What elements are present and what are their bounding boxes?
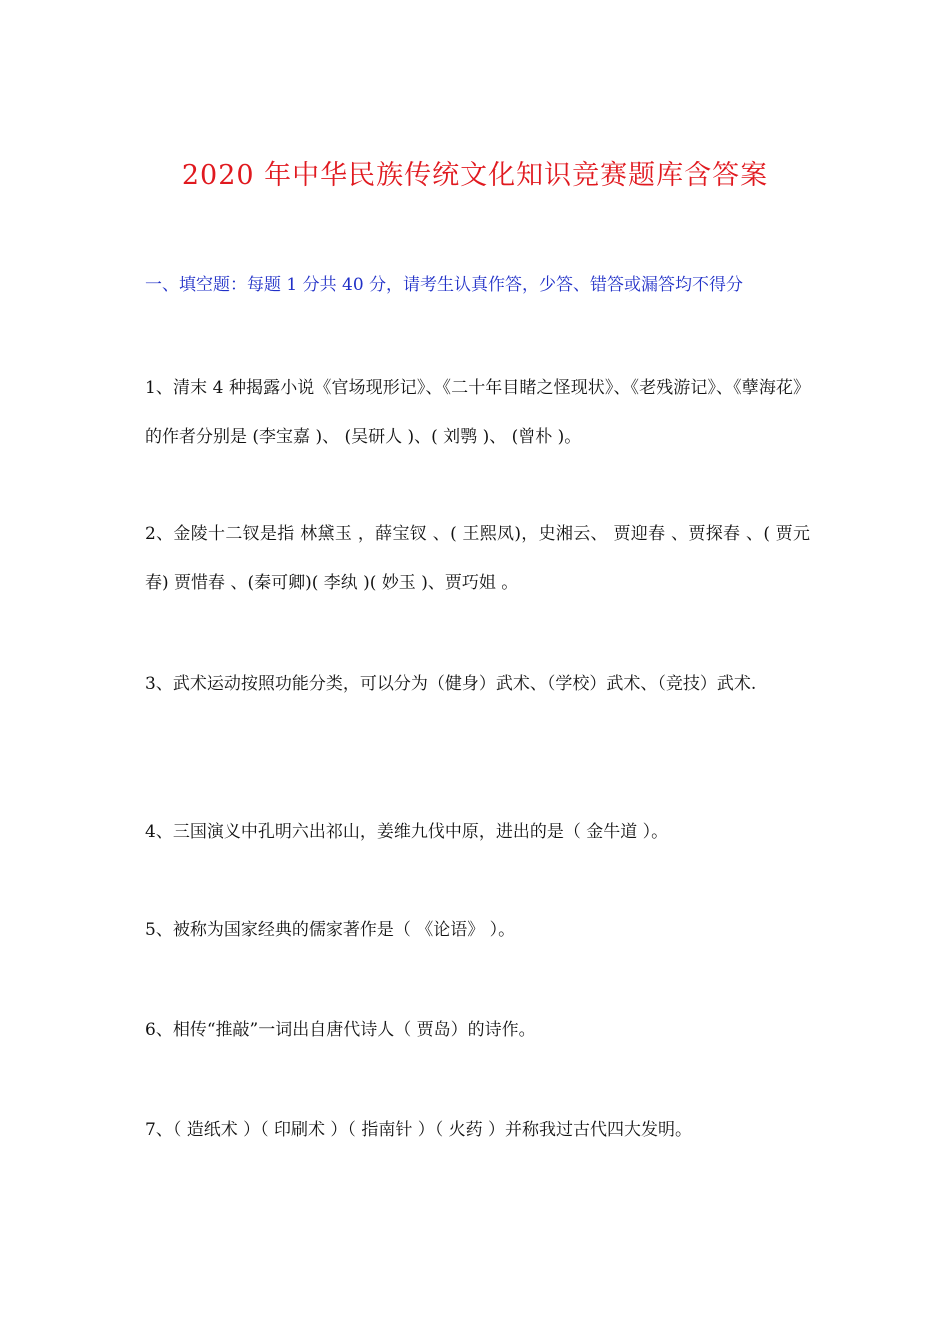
section-heading: 一、填空题：每题 1 分共 40 分，请考生认真作答，少答、错答或漏答均不得分 xyxy=(145,275,744,295)
question-5: 5、被称为国家经典的儒家著作是（ 《论语》 ）。 xyxy=(145,920,516,940)
question-1: 1、清末 4 种揭露小说《官场现形记》、《二十年目睹之怪现状》、《老残游记》、《孽海花》的作者分别是 (李宝嘉 )、 (吴研人 )、( 刘鹗 )、 (曾朴 )。 xyxy=(145,378,810,447)
question-7: 7、（ 造纸术 ）（ 印刷术 ）（ 指南针 ）（ 火药 ）并称我过古代四大发明。 xyxy=(145,1120,693,1140)
question-6: 6、相传“推敲”一词出自唐代诗人（ 贾岛）的诗作。 xyxy=(145,1020,536,1040)
question-3: 3、武术运动按照功能分类，可以分为（健身）武术、（学校）武术、（竞技）武术. xyxy=(145,674,757,694)
question-2: 2、金陵十二钗是指 林黛玉 ，薛宝钗 、( 王熙凤)，史湘云、 贾迎春 、贾探春 、( 贾元春) 贾惜春 、(秦可卿)( 李纨 )( 妙玉 )、贾巧姐 。 xyxy=(145,524,810,593)
question-4: 4、三国演义中孔明六出祁山，姜维九伐中原，进出的是（ 金牛道 ）。 xyxy=(145,822,669,842)
document-title: 2020 年中华民族传统文化知识竞赛题库含答案 xyxy=(181,160,769,191)
